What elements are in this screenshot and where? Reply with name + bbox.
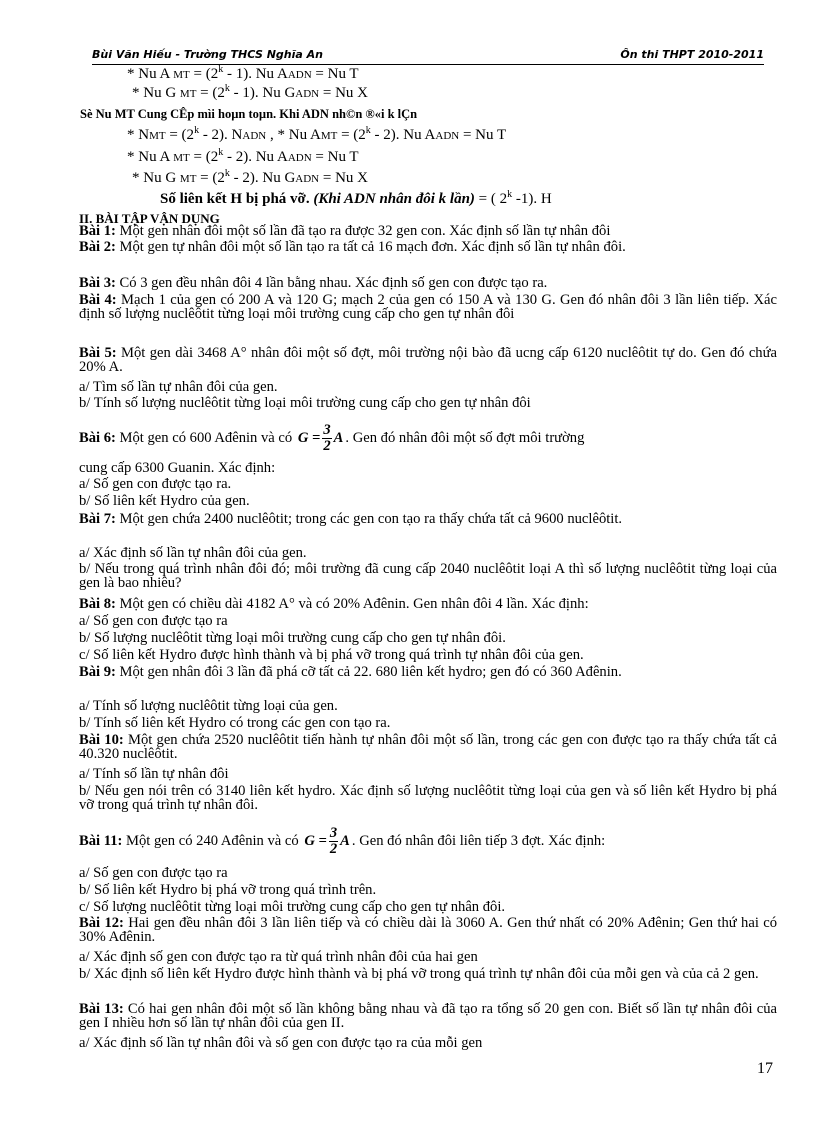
header-author: Bùi Văn Hiếu - Trường THCS Nghĩa An: [92, 48, 323, 61]
garbled-heading: Sè Nu MT Cung CÊp mìi hoµn toµn. Khi ADN nh©n ®«i k lÇn: [80, 107, 418, 121]
header-course: Ôn thi THPT 2010-2011: [620, 48, 764, 61]
formula-line-2: * Nu G MT = $(2^k - 1)$. Nu GADN = Nu X: [132, 83, 369, 101]
exercise-11-b: b/ Số liên kết Hydro bị phá vỡ trong quá trình trên.: [79, 882, 377, 898]
exercise-9-b: b/ Tính số liên kết Hydro có trong các gen con tạo ra.: [79, 715, 391, 731]
exercise-6-a: a/ Số gen con được tạo ra.: [79, 476, 232, 492]
exercise-10-b: b/ Nếu gen nói trên có 3140 liên kết hydro. Xác định số lượng nuclêôtit từng loại của gen và số liên kết Hydro bị phá vỡ trong quá trình tự nhân đôi.: [79, 783, 777, 813]
formula-line-5: * Nu G MT = $(2^k - 2)$. Nu GADN = Nu X: [132, 168, 369, 186]
exercise-9: Bài 9: Một gen nhân đôi 3 lần đã phá cỡ tất cả 22. 680 liên kết hydro; gen đó có 360 Ađênin.: [79, 664, 622, 680]
exercise-10-a: a/ Tính số lần tự nhân đôi: [79, 766, 229, 782]
exercise-11: Bài 11: Một gen có 240 Ađênin và có G = $\frac{3}{2}$ A . Gen đó nhân đôi liên tiếp 3 đợt. Xác định:: [79, 825, 606, 857]
exercise-8-a: a/ Số gen con được tạo ra: [79, 613, 228, 629]
exercise-11-c: c/ Số lượng nuclêôtit từng loại môi trường cung cấp cho gen tự nhân đôi.: [79, 899, 506, 915]
exercise-7-b: b/ Nếu trong quá trình nhân đôi đó; môi trường đã cung cấp 2040 nuclêôtit loại A thì số lượng nuclêôtit từng loại của gen là bao nhiêu?: [79, 561, 777, 591]
exercise-12-b: b/ Xác định số liên kết Hydro được hình thành và bị phá vỡ trong quá trình tự nhân đôi của mỗi gen và của cả 2 gen.: [79, 966, 759, 982]
page-number: 17: [757, 1060, 773, 1077]
exercise-5: Bài 5: Một gen dài 3468 A° nhân đôi một số đợt, môi trường nội bào đã ucng cấp 6120 nuclêôtit tự do. Gen đó chứa 20% A.: [79, 345, 777, 375]
exercise-7-a: a/ Xác định số lần tự nhân đôi của gen.: [79, 545, 307, 561]
fraction-g-3-2-a: G = $\frac{3}{2}$ A: [297, 422, 344, 454]
exercise-2: Bài 2: Một gen tự nhân đôi một số lần tạo ra tất cả 16 mạch đơn. Xác định số lần tự nhân đôi.: [79, 239, 626, 255]
exercise-7: Bài 7: Một gen chứa 2400 nuclêôtit; trong các gen con tạo ra thấy chứa tất cả 9600 nuclêôtit.: [79, 511, 623, 527]
fraction-g-3-2-a-b11: G = $\frac{3}{2}$ A: [304, 825, 350, 857]
exercise-8: Bài 8: Một gen có chiều dài 4182 A° và có 20% Ađênin. Gen nhân đôi 4 lần. Xác định:: [79, 596, 589, 612]
exercise-8-c: c/ Số liên kết Hydro được hình thành và bị phá vỡ trong quá trình tự nhân đôi của gen.: [79, 647, 584, 663]
exercise-10: Bài 10: Một gen chứa 2520 nuclêôtit tiến hành tự nhân đôi một số lần, trong các gen con được tạo ra thấy chứa tất cả 40.320 nuclêôtit.: [79, 732, 777, 762]
exercise-11-a: a/ Số gen con được tạo ra: [79, 865, 228, 881]
exercise-6-cont: cung cấp 6300 Guanin. Xác định:: [79, 460, 276, 476]
exercise-8-b: b/ Số lượng nuclêôtit từng loại môi trường cung cấp cho gen tự nhân đôi.: [79, 630, 506, 646]
exercise-5-b: b/ Tính số lượng nuclêôtit từng loại môi trường cung cấp cho gen tự nhân đôi: [79, 395, 531, 411]
exercise-12-a: a/ Xác định số gen con được tạo ra từ quá trình nhân đôi của hai gen: [79, 949, 478, 965]
exercise-5-a: a/ Tìm số lần tự nhân đôi của gen.: [79, 379, 278, 395]
exercise-4: Bài 4: Mạch 1 của gen có 200 A và 120 G; mạch 2 của gen có 150 A và 130 G. Gen đó nhân đôi 3 lần liên tiếp. Xác định số lượng nuclêôtit từng loại môi trường cung cấp cho gen tự nhân đôi: [79, 292, 777, 322]
formula-line-4: * Nu A MT = $(2^k - 2)$. Nu AADN = Nu T: [127, 147, 359, 165]
exercise-6-b: b/ Số liên kết Hydro của gen.: [79, 493, 250, 509]
exercise-13-a: a/ Xác định số lần tự nhân đôi và số gen con được tạo ra của mỗi gen: [79, 1035, 483, 1051]
hbond-formula: Số liên kết H bị phá vỡ. (Khi ADN nhân đôi k lần) = ( 2$^k$ -1). H: [160, 189, 552, 207]
exercise-12: Bài 12: Hai gen đều nhân đôi 3 lần liên tiếp và có chiều dài là 3060 A. Gen thứ nhất có 20% Ađênin; Gen thứ hai có 30% Ađênin.: [79, 915, 778, 945]
exercise-13: Bài 13: Có hai gen nhân đôi một số lần không bằng nhau và đã tạo ra tổng số 20 gen con. Biết số lần tự nhân đôi của gen I nhiều hơn số lần tự nhân đôi của gen II.: [79, 1001, 778, 1031]
exercise-3: Bài 3: Có 3 gen đều nhân đôi 4 lần bằng nhau. Xác định số gen con được tạo ra.: [79, 275, 548, 291]
formula-line-3: * NMT = $(2^k - 2)$. NADN , * Nu AMT = $(2^k - 2)$. Nu AADN = Nu T: [127, 125, 507, 143]
exercise-6: Bài 6: Một gen có 600 Ađênin và có G = $\frac{3}{2}$ A . Gen đó nhân đôi một số đợt môi trường: [79, 422, 585, 454]
exercise-1: Bài 1: Một gen nhân đôi một số lần đã tạo ra được 32 gen con. Xác định số lần tự nhân đôi: [79, 223, 611, 239]
section-title: II. BÀI TẬP VẬN DỤNG: [79, 211, 220, 226]
exercise-9-a: a/ Tính số lượng nuclêôtit từng loại của gen.: [79, 698, 338, 714]
formula-line-1: * Nu A MT = $(2^k - 1)$. Nu AADN = Nu T: [127, 64, 359, 82]
page-header: [92, 48, 764, 65]
